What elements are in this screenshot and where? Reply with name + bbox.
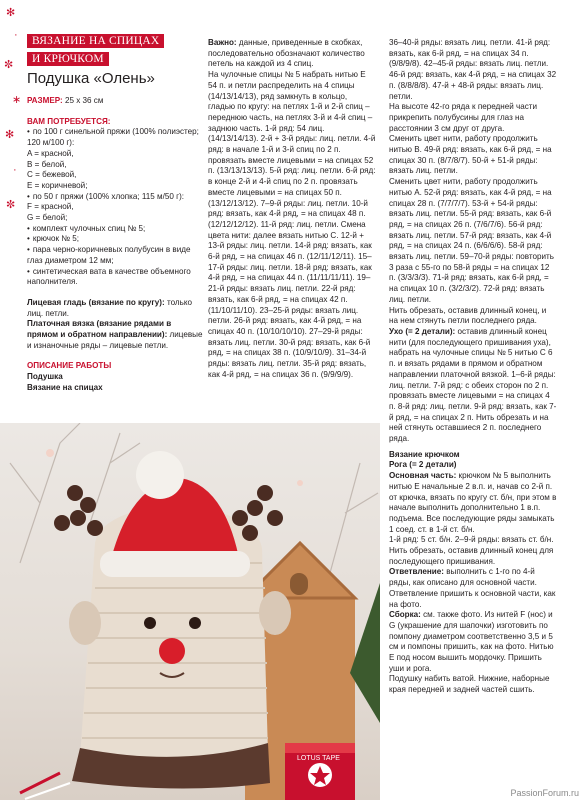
reindeer-pillow-illustration <box>0 423 380 800</box>
rib-text: лицевые и изнаночные ряды – лицевые петли. <box>27 330 203 350</box>
column-instructions-2 <box>389 38 557 696</box>
ears-label: Ухо (= 2 детали): <box>389 326 456 336</box>
snowflake-icon: ∗ <box>12 94 22 106</box>
antlers-heading: Рога (= 2 детали) <box>389 460 457 470</box>
instructions-body: На чулочные спицы № 5 набрать нитью E 54 п. и петли распределить на 4 спицы (14/13/14/13), ряд замкнуть в кольцо, гладью по кругу: на петлях 1-й и 2-й спиц – переднюю часть, на петлях 3-й и 4-й спиц – заднюю часть. 1-й ряд: 54 лиц. (14/13/14/13). 2-й + 3-й ряды: лиц. петли. 4-й ряд: в начале 1-й и 3-й спиц по 2 п. провязать вместе лицевыми = на спицах 52 п. (13/13/13/13). 5-й ряд: лиц. петли. 6-й ряд: в конце 2-й и 4-й спиц по 2 п. провязать вместе лицевыми = на спицах 50 п. (13/12/13/12). 7–9-й ряды: лиц. петли. 10-й ряд: вязать, как 4-й ряд, = на спицах 48 п. (12/12/12/12). 11-й ряд: лиц. петли. Смена цвета нити: далее вязать нитью C. 12-й + 13-й ряды: лиц. петли. 14-й ряд: вязать, как 6-й ряд, = на спицах 46 п. (12/11/12/11). 15–17-й ряды: лиц. петли. 18-й ряд: вязать, как 4-й ряд, = на спицах 44 п. (11/11/11/11). 19–21-й ряды: вязать лиц. петли. 22-й ряд: вязать, как 6-й ряд, = на спицах 42 п. (11/10/11/10). 23–25-й ряды: вязать лиц. петли. 26-й ряд: вязать, как 4-й ряд, = на спицах 40 п. (10/10/10/10). 27–29-й ряды: вязать лиц. петли. 30-й ряд: вязать, как 6-й ряд, = на спицах 38 п. (10/9/10/9). 31–34-й ряды: вязать лиц. петли. 35-й ряд: вязать, как 4-й ряд, = на спицах 36 п. (9/9/9/9). <box>208 70 376 379</box>
snowflake-icon: ✻ <box>5 129 15 141</box>
branch-text: выполнить с 1-го по 4-й ряды, как описано для основной части. Ответвление пришить к основной части, как на фото. <box>389 567 556 609</box>
material-item: • по 50 г пряжи (100% хлопка; 115 м/50 г): <box>27 192 203 203</box>
column-instructions-1 <box>208 38 376 381</box>
assembly-text: см. также фото. Из нитей F (нос) и G (украшение для шапочки) изготовить по помпону диаметром соответственно 3,5 и 5 см и помпоны пришить, как на фото. Нитью E под носом вышить мордочку. Пришить уши и рога. <box>389 610 554 673</box>
snowflake-icon: · <box>14 29 18 41</box>
instructions-body-3: Сменить цвет нити, работу продолжить нитью B. 49-й ряд: вязать, как 6-й ряд, = на спицах 30 п. (8/7/8/7). 50-й + 51-й ряды: вязать лиц. петли. <box>389 134 552 176</box>
main-part-rows: 1-й ряд: 5 ст. б/н. 2–9-й ряды: вязать ст. б/н. Нить обрезать, оставив длинный конец для последующего пришивания. <box>389 535 554 566</box>
material-item: • крючок № 5; <box>27 234 203 245</box>
stuffing-text: Подушку набить ватой. Нижние, наборные края передней и задней частей сшить. <box>389 674 550 695</box>
assembly-label: Сборка: <box>389 610 421 620</box>
instructions-body-1: 36–40-й ряды: вязать лиц. петли. 41-й ряд: вязать, как 6-й ряд, = на спицах 34 п. (9/8/9/8). 42–45-й ряды: вязать лиц. петли. 46-й ряд: вязать, как 4-й ряд, = на спицах 32 п. (8/8/8/8). 47-й + 48-й ряды: вязать лиц. петли. <box>389 38 557 101</box>
important-label: Важно: <box>208 38 237 47</box>
column-materials <box>27 96 203 394</box>
instructions-body-5: Нить обрезать, оставив длинный конец, и на нем стянуть петли последнего ряда. <box>389 305 547 326</box>
materials-list <box>27 127 203 288</box>
snowflake-icon: ✼ <box>4 59 14 71</box>
material-item: F = красной, <box>27 202 74 212</box>
stockinette-text: только лиц. петли. <box>27 297 192 318</box>
snowflake-icon: ✼ <box>6 199 16 211</box>
material-item: • синтетическая вата в качестве объемного наполнителя. <box>27 267 203 288</box>
description-heading: ОПИСАНИЕ РАБОТЫ <box>27 361 112 371</box>
material-item: B = белой, <box>27 159 67 169</box>
snowflake-icon: ✻ <box>6 7 16 19</box>
material-item: E = коричневой; <box>27 180 88 190</box>
material-item: • по 100 г синельной пряжи (100% полиэстер; 120 м/100 г): <box>27 127 203 148</box>
crochet-heading: Вязание крючком <box>389 449 460 459</box>
main-part-text: крючком № 5 выполнить нитью E начальные 2 в.п. и, начав со 2-й п. от крючка, вязать по кругу ст. б/н, при этом в начале выполнить дополнительно 1 в.п. подъема. Все последующие ряды замыкать 1 соед. ст. в 1-й ст. б/н. <box>389 471 557 534</box>
section-tag: ВЯЗАНИЕ НА СПИЦАХ <box>27 34 164 48</box>
stockinette-label: Лицевая гладь (вязание по кругу): <box>27 297 165 307</box>
section-tag-2: И КРЮЧКОМ <box>27 52 109 66</box>
material-item: G = белой; <box>27 213 68 223</box>
material-item: C = бежевой, <box>27 170 77 180</box>
important-text: данные, приведенные в скобках, последовательно обозначают количество петель на каждой из 4 спиц. <box>208 38 365 69</box>
page-title: Подушка «Олень» <box>27 70 155 87</box>
branch-label: Ответвление: <box>389 567 444 577</box>
pillow-heading: Подушка <box>27 372 63 382</box>
size-label: РАЗМЕР: <box>27 96 63 105</box>
instructions-body-2: На высоте 42-го ряда к передней части прикрепить полубусины для глаз на расстоянии 3 см друг от друга. <box>389 102 537 133</box>
knitting-heading: Вязание на спицах <box>27 382 103 392</box>
pillow-photo <box>0 423 380 800</box>
material-item: • пара черно-коричневых полубусин в виде глаз диаметром 12 мм; <box>27 245 203 266</box>
material-item: A = красной, <box>27 148 74 158</box>
main-part-label: Основная часть: <box>389 471 457 481</box>
snowflake-icon: · <box>13 164 17 176</box>
instructions-body-4: Сменить цвет нити, работу продолжить нитью A. 52-й ряд: вязать, как 4-й ряд, = на спицах 28 п. (7/7/7/7). 53-й + 54-й ряды: вязать лиц. петли. 55-й ряд: вязать, как 6-й ряд, = на спицах 26 п. (7/6/7/6). 56-й ряд: вязать лиц. петли. 57-й ряд: вязать, как 4-й ряд, = на спицах 24 п. (6/6/6/6). 58-й ряд: вязать лиц. петли. 59–70-й ряды: повторить 3 раза с 55-го по 58-й ряды = на спицах 12 п. (3/3/3/3). 71-й ряд: вязать, как 6-й ряд, = на спицах 10 п. (3/2/3/2). 72-й ряд: вязать лиц. петли. <box>389 177 554 304</box>
ears-text: оставив длинный конец нити (для последующего пришивания уха), набрать на чулочные спицы № 5 нитью C 6 п. и вязать рядами в прямом и обратном направлении платочной вязкой. 1–6-й ряды: лиц. петли. 7-й ряд: с обеих сторон по 2 п. провязать вместе лицевыми = на спицах 4 п. 8-й ряд: лиц. петли. 9-й ряд: вязать, как 7-й ряд, = на спицах 2 п. Нить обрезать и на ней стянуть оставшиеся 2 п. последнего ряда. <box>389 326 557 444</box>
box-label: LOTUS TAPE <box>297 755 340 762</box>
size-value: 25 х 36 см <box>62 96 104 105</box>
watermark: PassionForum.ru <box>510 788 579 798</box>
materials-heading: ВАМ ПОТРЕБУЕТСЯ: <box>27 116 111 126</box>
material-item: • комплект чулочных спиц № 5; <box>27 224 203 235</box>
rib-label: Платочная вязка (вязание рядами в прямом и обратном направлении): <box>27 319 172 340</box>
